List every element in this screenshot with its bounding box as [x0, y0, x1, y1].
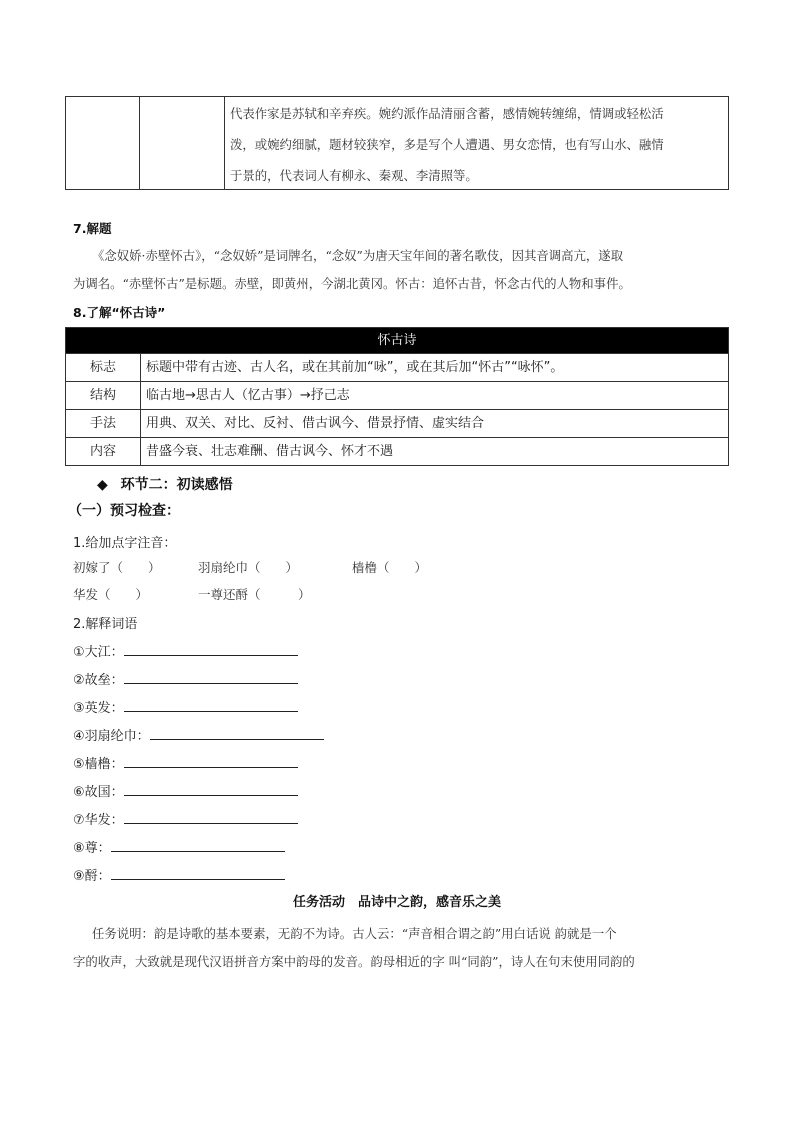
q1-item: 初嫁了（ ） — [73, 560, 161, 575]
vocab-label: ①大江： — [73, 645, 124, 660]
answer-blank[interactable] — [111, 867, 285, 880]
section7-line-2: 为调名。“赤壁怀古”是标题。赤壁，即黄州，今湖北黄冈。怀古：追怀古昔，怀念古代的人物和事件。 — [73, 276, 631, 291]
task-line-1: 任务说明：韵是诗歌的基本要素，无韵不为诗。古人云：“声音相合谓之韵”用白话说 韵就是一个 — [92, 926, 617, 941]
row-value: 昔盛今衰、壮志难酬、借古讽今、怀才不遇 — [146, 444, 394, 459]
q1-item: 羽扇纶巾（ ） — [198, 560, 299, 575]
vocab-item — [73, 809, 298, 828]
answer-blank[interactable] — [124, 699, 298, 712]
table-row — [66, 438, 728, 465]
diamond-bullet-icon: ◆ — [97, 477, 108, 493]
vocab-item — [73, 669, 298, 688]
row-key: 手法 — [66, 410, 141, 437]
answer-blank[interactable] — [111, 839, 285, 852]
answer-blank[interactable] — [150, 727, 324, 740]
task-title: 任务活动 品诗中之韵，感音乐之美 — [292, 895, 501, 910]
row-key: 结构 — [66, 382, 141, 409]
section8-heading: 8.了解“怀古诗” — [73, 305, 166, 320]
q2-heading: 2.解释词语 — [73, 617, 138, 632]
row-key: 内容 — [66, 438, 141, 465]
vocab-item — [73, 753, 298, 772]
vocab-label: ⑧尊： — [73, 841, 111, 856]
table-title: 怀古诗 — [66, 328, 728, 354]
link2-title: 环节二：初读感悟 — [120, 477, 233, 493]
vocab-label: ⑦华发： — [73, 813, 124, 828]
vocab-item — [73, 697, 298, 716]
top-table — [65, 96, 729, 190]
top-table-line: 代表作家是苏轼和辛弃疾。婉约派作品清丽含蓄，感情婉转缠绵，情调或轻松活 — [230, 106, 664, 121]
vocab-item — [73, 865, 285, 884]
top-table-line: 于景的，代表词人有柳永、秦观、李清照等。 — [230, 168, 478, 183]
row-value: 临古地→思古人（忆古事）→抒己志 — [146, 388, 350, 403]
row-value: 标题中带有古迹、古人名，或在其前加“咏”，或在其后加“怀古”“咏怀”。 — [146, 360, 564, 375]
ancient-poem-table — [65, 327, 729, 466]
q1-item: 华发（ ） — [73, 587, 149, 602]
table-row — [66, 354, 728, 382]
vocab-label: ⑤樯橹： — [73, 757, 124, 772]
answer-blank[interactable] — [124, 755, 298, 768]
answer-blank[interactable] — [124, 783, 298, 796]
table-row — [66, 410, 728, 438]
vocab-label: ④羽扇纶巾： — [73, 729, 150, 744]
table-row — [66, 382, 728, 410]
row-key: 标志 — [66, 354, 141, 381]
vocab-item — [73, 641, 298, 660]
vocab-item — [73, 725, 324, 744]
vocab-label: ③英发： — [73, 701, 124, 716]
section7-heading: 7.解题 — [73, 221, 112, 236]
vocab-item — [73, 837, 285, 856]
vocab-item — [73, 781, 298, 800]
task-line-2: 字的收声，大致就是现代汉语拼音方案中韵母的发音。韵母相近的字 叫“同韵”，诗人在句末使用同韵的 — [73, 954, 635, 969]
answer-blank[interactable] — [124, 671, 298, 684]
q1-heading: 1.给加点字注音： — [73, 536, 177, 551]
answer-blank[interactable] — [124, 811, 298, 824]
row-value: 用典、双关、对比、反衬、借古讽今、借景抒情、虚实结合 — [146, 416, 485, 431]
q1-item: 樯橹（ ） — [352, 560, 428, 575]
top-table-cell-3 — [230, 97, 726, 190]
vocab-label: ⑨酹： — [73, 869, 111, 884]
vocab-label: ⑥故国： — [73, 785, 124, 800]
preview-heading: （一）预习检查： — [68, 503, 180, 519]
section7-line-1: 《念奴娇·赤壁怀古》，“念奴娇”是词牌名，“念奴”为唐天宝年间的著名歌伎，因其音调高亢，遂取 — [92, 248, 624, 263]
top-table-cell-1 — [66, 97, 140, 189]
link2-heading — [97, 474, 233, 494]
top-table-cell-2 — [139, 97, 225, 189]
answer-blank[interactable] — [124, 643, 298, 656]
vocab-label: ②故垒： — [73, 673, 124, 688]
q1-item: 一尊还酹（ ） — [198, 587, 311, 602]
top-table-line: 泼，或婉约细腻，题材较狭窄，多是写个人遭遇、男女恋情，也有写山水、融情 — [230, 137, 664, 152]
